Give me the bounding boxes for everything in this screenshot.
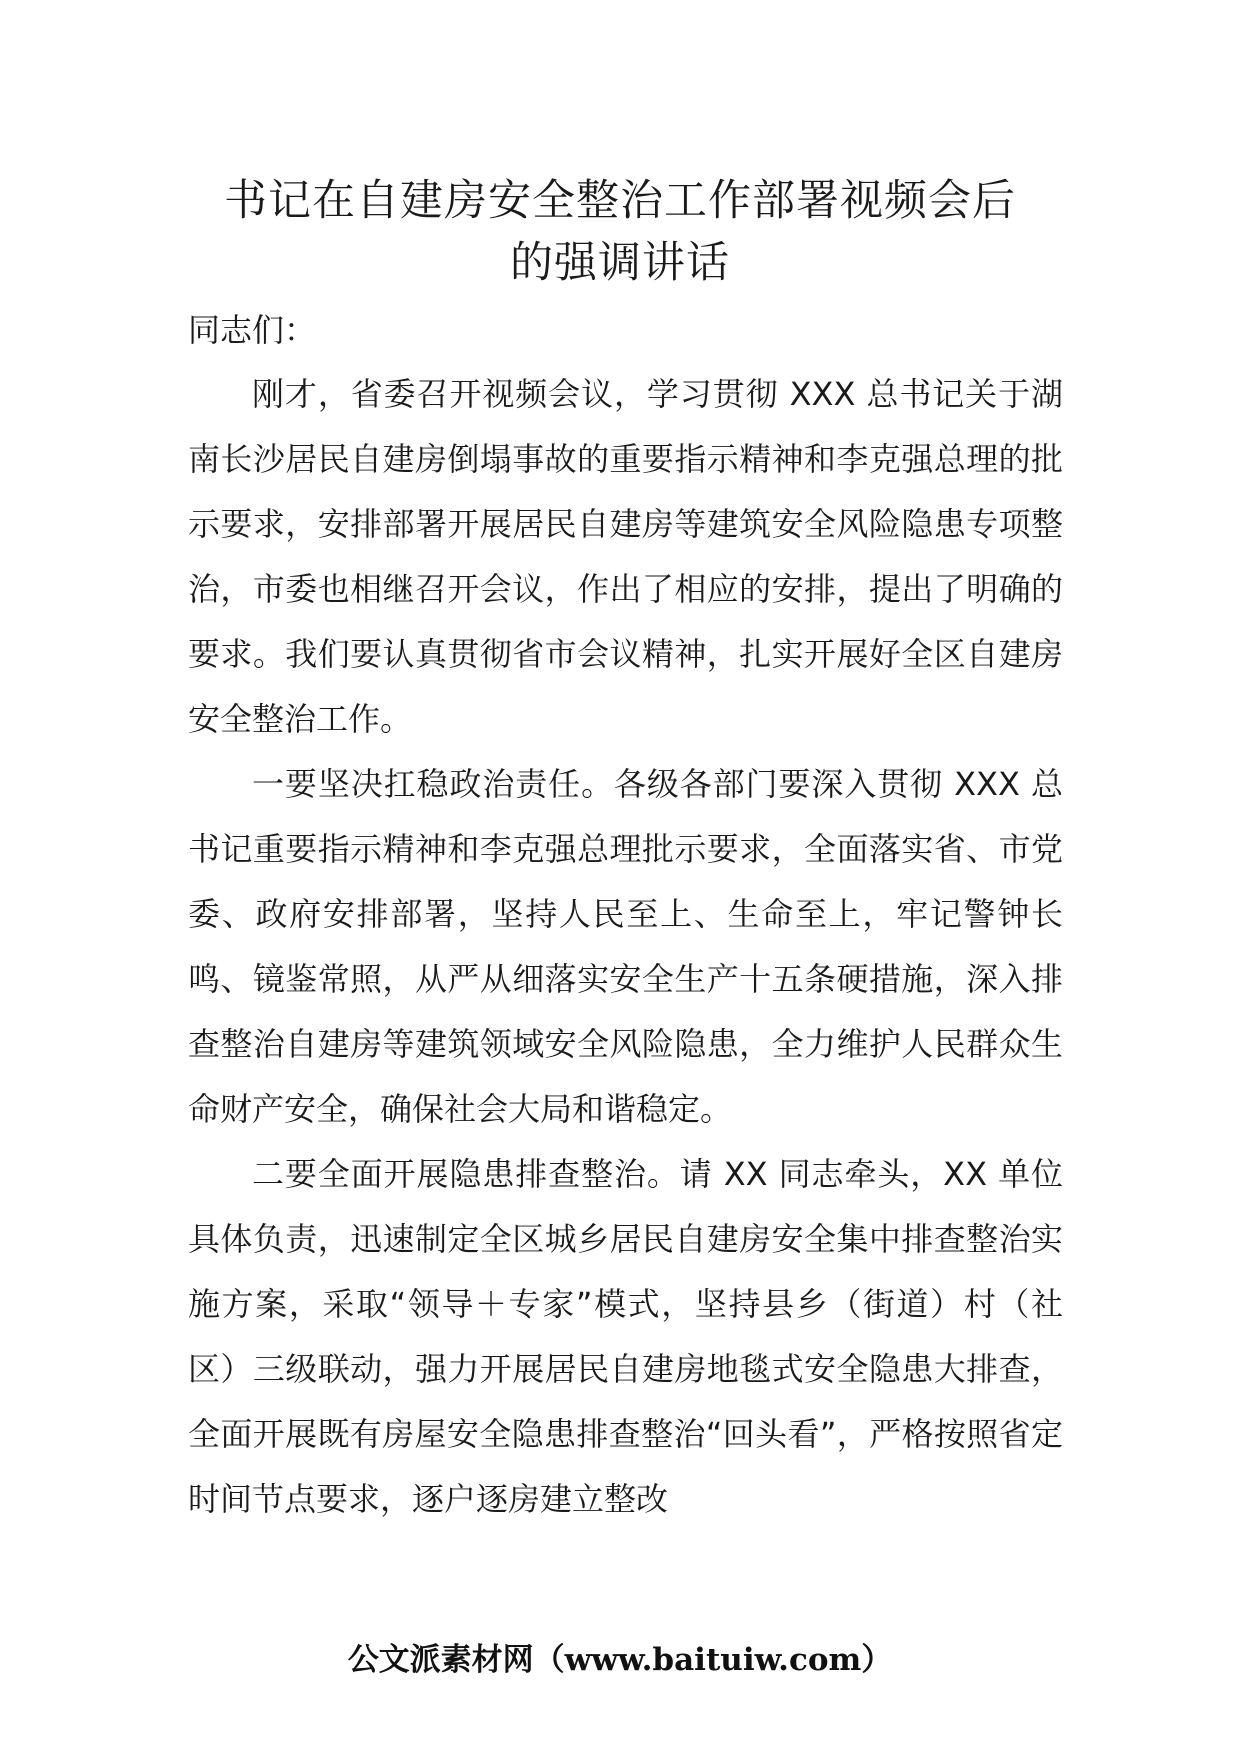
paragraph-2: 一要坚决扛稳政治责任。各级各部门要深入贯彻 XXX 总书记重要指示精神和李克强总理批示要求，全面落实省、市党委、政府安排部署，坚持人民至上、生命至上，牢记警钟长鸣、镜鉴常照，从严从细落实安全生产十五条硬措施，深入排查整治自建房等建筑领域安全风险隐患，全力维护人民群众生命财产安全，确保社会大局和谐稳定。 — [188, 765, 1063, 1128]
document-body — [188, 298, 1063, 1532]
document-title-line-2: 的强调讲话 — [510, 238, 730, 288]
paragraph-3: 二要全面开展隐患排查整治。请 XX 同志牵头，XX 单位具体负责，迅速制定全区城乡居民自建房安全集中排查整治实施方案，采取“领导＋专家”模式，坚持县乡（街道）村（社区）三级联动，强力开展居民自建房地毯式安全隐患大排查，全面开展既有房屋安全隐患排查整治“回头看”，严格按照省定时间节点要求，逐户逐房建立整改 — [188, 1155, 1063, 1518]
document-title-line-1: 书记在自建房安全整治工作部署视频会后 — [224, 176, 1016, 226]
footer-watermark: 公文派素材网（www.baituiw.com） — [347, 1642, 893, 1678]
paragraph-1: 刚才，省委召开视频会议，学习贯彻 XXX 总书记关于湖南长沙居民自建房倒塌事故的重要指示精神和李克强总理的批示要求，安排部署开展居民自建房等建筑安全风险隐患专项整治，市委也相继召开会议，作出了相应的安排，提出了明确的要求。我们要认真贯彻省市会议精神，扎实开展好全区自建房安全整治工作。 — [188, 375, 1063, 738]
salutation: 同志们： — [188, 311, 317, 349]
